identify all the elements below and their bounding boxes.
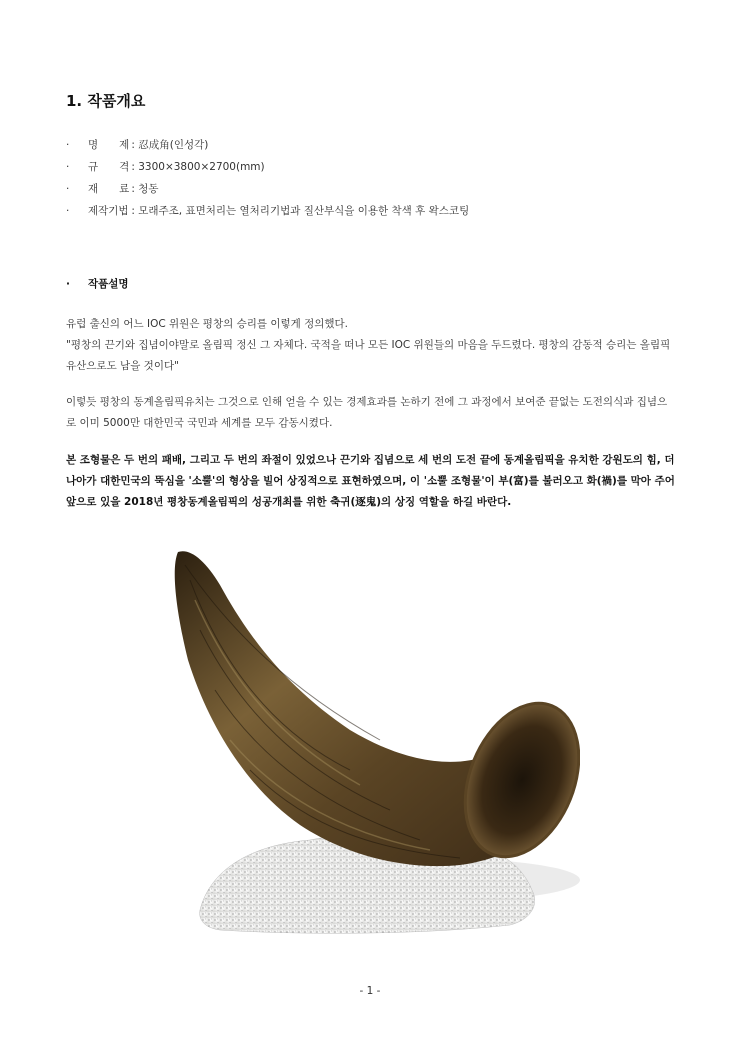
bullet: · <box>66 139 70 151</box>
section-heading: 1. 작품개요 <box>66 92 146 110</box>
spec-label: 명 제 <box>88 139 130 151</box>
spec-label: 제작기법 <box>88 205 129 217</box>
paragraph-emphasis: 본 조형물은 두 번의 패배, 그리고 두 번의 좌절이 있었으나 끈기와 집념으로 세 번의 도전 끝에 동계올림픽을 유치한 강원도의 힘, 더 나아가 대한민국의 뚝심을 '소뿔'의 형상을 빌어 상징적으로 표현하였으며, 이 '소뿔 조형물'이 부(富)를 불러오고 화(禍)를 막아 주어 앞으로 있을 2018년 평창동계올림픽의 성공개최를 위한 축귀(逐鬼)의 상징 역할을 하길 바란다. <box>66 454 675 508</box>
spec-value: : 忍成角(인성각) <box>131 139 209 151</box>
bullet: · <box>66 161 70 173</box>
section-title-text: 작품설명 <box>88 278 129 290</box>
spec-value: : 청동 <box>131 183 159 195</box>
spec-label: 규 격 <box>88 161 130 173</box>
spec-item-title <box>66 134 469 156</box>
spec-label: 재 료 <box>88 183 130 195</box>
bullet: · <box>66 205 70 217</box>
page-number: - 1 - <box>359 985 381 997</box>
bullet: · <box>66 183 70 195</box>
spec-item-size <box>66 156 469 178</box>
sculpture-image <box>160 540 580 940</box>
bullet: · <box>66 278 70 290</box>
quote-text: "평창의 끈기와 집념이야말로 올림픽 정신 그 자체다. 국적을 떠나 모든 IOC 위원들의 마음을 두드렸다. 평창의 감동적 승리는 올림픽 유산으로도 남을 것이다" <box>66 339 671 372</box>
spec-list <box>66 134 469 222</box>
spec-item-technique <box>66 200 469 222</box>
spec-value: : 3300×3800×2700(mm) <box>131 161 265 173</box>
spec-value: : 모래주조, 표면처리는 열처리기법과 질산부식을 이용한 착색 후 왁스코팅 <box>131 205 470 217</box>
section-title <box>66 276 129 291</box>
spec-item-material <box>66 178 469 200</box>
paragraph-body: 이렇듯 평창의 동계올림픽유치는 그것으로 인해 얻을 수 있는 경제효과를 논하기 전에 그 과정에서 보여준 끝없는 도전의식과 집념으로 이미 5000만 대한민국 국민과 세계를 모두 감동시켰다. <box>66 396 668 429</box>
paragraph-intro <box>66 314 676 377</box>
paragraph-line: 유럽 출신의 어느 IOC 위원은 평창의 승리를 이렇게 정의했다. <box>66 318 349 330</box>
